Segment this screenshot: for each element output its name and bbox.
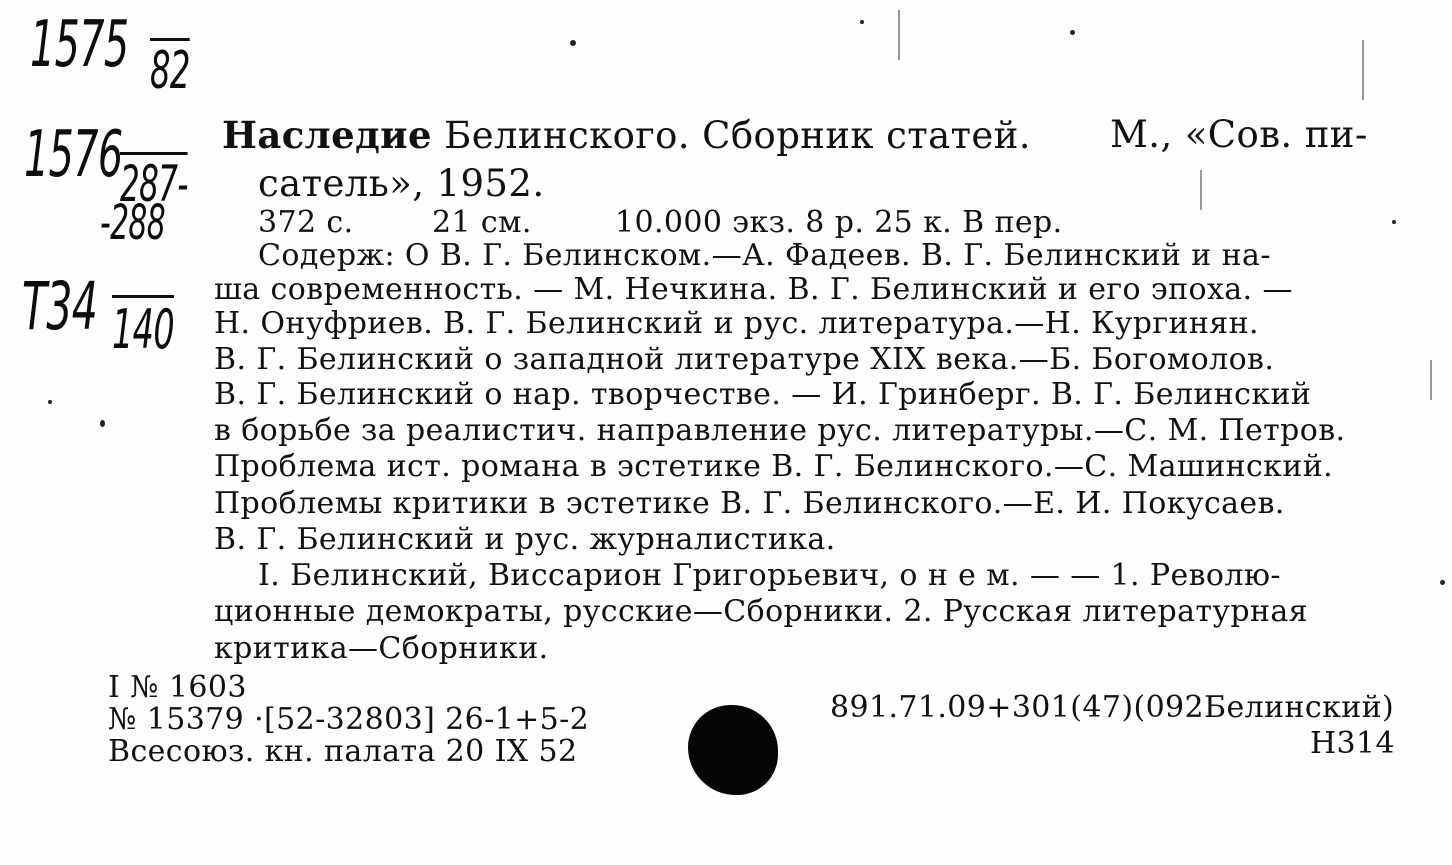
title-line: [222, 113, 1031, 157]
footer-number: I № 1603: [108, 670, 247, 705]
footer-chamber: Всесоюз. кн. палата 20 IX 52: [108, 734, 578, 769]
subject-line: ционные демократы, русские—Сборники. 2. Русская литературная: [214, 594, 1309, 629]
handwritten-mark-1575: 1575: [30, 8, 129, 82]
scan-speck: [48, 400, 52, 404]
scan-streak: [1430, 360, 1432, 400]
scan-streak: [1362, 40, 1364, 100]
physical-rest: 10.000 экз. 8 р. 25 к. В пер.: [615, 205, 1063, 240]
subject-line: критика—Сборники.: [214, 631, 549, 666]
title-bold: Наследие: [222, 113, 432, 157]
contents-line: Проблема ист. романа в эстетике В. Г. Белинского.—С. Машинский.: [214, 449, 1334, 484]
contents-line: В. Г. Белинский о нар. творчестве. — И. Гринберг. В. Г. Белинский: [214, 377, 1312, 412]
contents-line: В. Г. Белинский и рус. журналистика.: [214, 522, 836, 557]
physical-size: 21 см.: [432, 205, 532, 240]
contents-line: В. Г. Белинский о западной литературе XIX века.—Б. Богомолов.: [214, 342, 1275, 377]
scan-speck: [100, 420, 105, 427]
handwritten-mark-140: 140: [112, 295, 174, 361]
handwritten-mark-288: -288: [100, 195, 166, 251]
contents-line: ша современность. — М. Нечкина. В. Г. Белинский и его эпоха. —: [214, 272, 1293, 307]
publisher-tail: сатель», 1952.: [258, 162, 545, 205]
physical-pages: 372 с.: [258, 205, 354, 240]
scan-speck: [1070, 30, 1075, 35]
contents-line: в борьбе за реалистич. направление рус. литературы.—С. М. Петров.: [214, 413, 1346, 448]
scan-speck: [570, 40, 576, 46]
scan-streak: [1200, 170, 1202, 210]
scan-streak: [898, 10, 900, 60]
scan-speck: [1392, 220, 1396, 224]
contents-line: Проблемы критики в эстетике В. Г. Белинского.—Е. И. Покусаев.: [214, 486, 1285, 521]
scan-speck: [860, 20, 864, 24]
handwritten-mark-1576: 1576: [24, 118, 123, 192]
handwritten-mark-82: 82: [150, 38, 190, 101]
handwritten-mark-t34: Т34: [22, 268, 98, 345]
subject-line: I. Белинский, Виссарион Григорьевич, о н е м. — — 1. Револю-: [258, 558, 1281, 593]
author-mark: Н314: [1310, 726, 1396, 761]
punch-hole: [688, 705, 778, 795]
classification-code: 891.71.09+301(47)(092Белинский): [830, 690, 1395, 725]
contents-line: Содерж: О В. Г. Белинском.—А. Фадеев. В. Г. Белинский и на-: [258, 238, 1271, 273]
handwritten-mark-287: 287-: [120, 152, 188, 213]
footer-registration: № 15379 ·[52-32803] 26-1+5-2: [108, 702, 590, 737]
contents-line: Н. Онуфриев. В. Г. Белинский и рус. литература.—Н. Кургинян.: [214, 306, 1259, 341]
title-rest: Белинского. Сборник статей.: [444, 114, 1031, 157]
publisher-head: М., «Сов. пи-: [1110, 113, 1368, 156]
scan-speck: [1440, 580, 1445, 585]
